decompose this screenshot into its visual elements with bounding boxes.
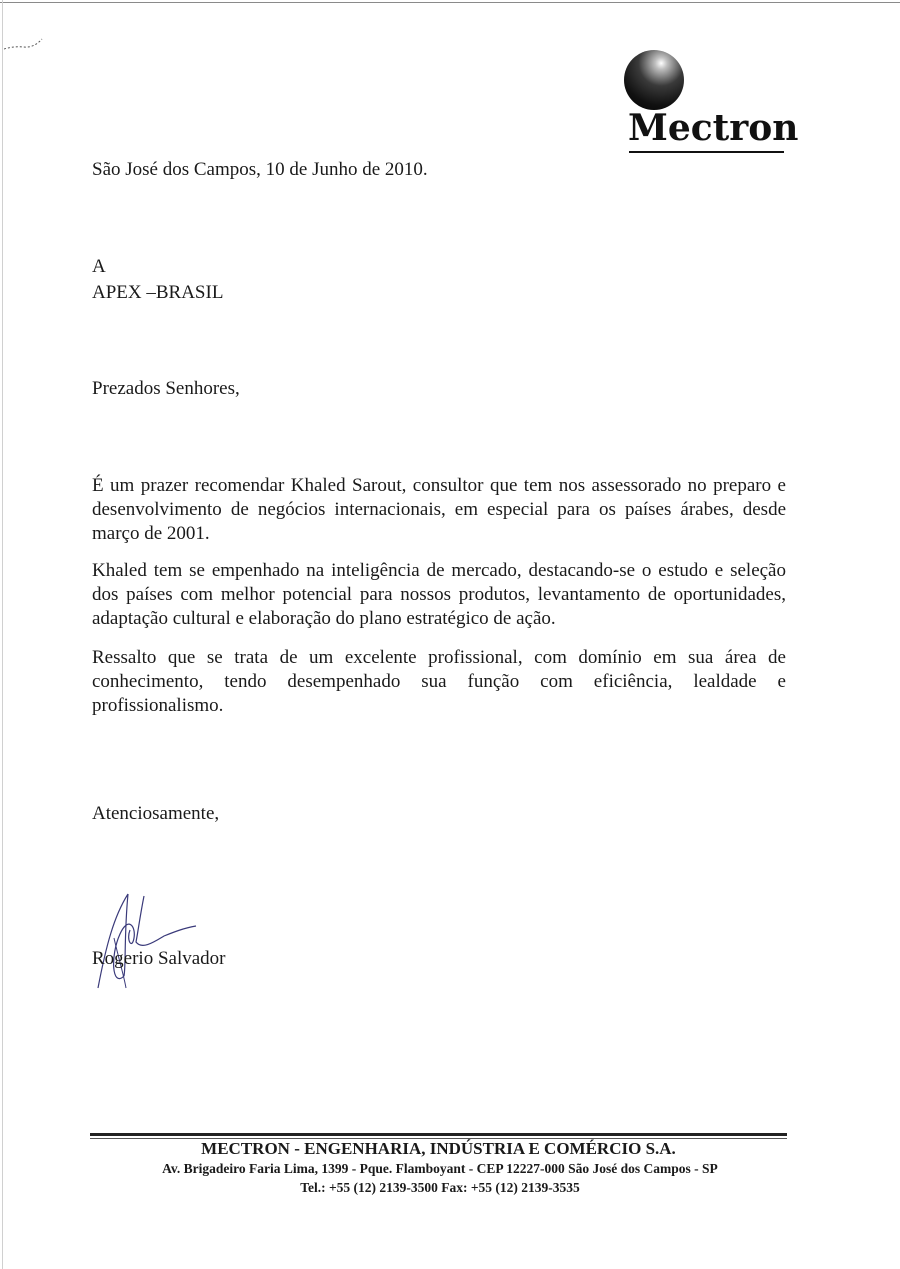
footer-phone: Tel.: +55 (12) 2139-3500 Fax: +55 (12) 2139-3535 [300, 1180, 580, 1195]
footer-rule [90, 1133, 787, 1136]
logo-wordmark: Mectron [628, 107, 799, 149]
scan-edge-top [0, 2, 900, 3]
mectron-logo [624, 50, 799, 160]
salutation: Prezados Senhores, [92, 378, 240, 399]
body-paragraph-1: É um prazer recomendar Khaled Sarout, consultor que tem nos assessorado no preparo e desenvolvimento de negócios internacionais, em especial para os países árabes, desde março de 2001. [92, 475, 786, 544]
signer-name: Rogerio Salvador [92, 948, 226, 969]
recipient-line-2: APEX –BRASIL [92, 282, 224, 303]
handwritten-signature [84, 876, 224, 996]
recipient-line-1: A [92, 256, 106, 277]
scan-edge-left [2, 0, 3, 1269]
date-line: São José dos Campos, 10 de Junho de 2010. [92, 159, 428, 180]
body-paragraph-3: Ressalto que se trata de um excelente profissional, com domínio em sua área de conhecimento, tendo desempenhado sua função com eficiência, lealdade e profissionalismo. [92, 647, 786, 716]
closing: Atenciosamente, [92, 803, 220, 824]
logo-underline [629, 151, 784, 153]
logo-sphere-icon [624, 50, 684, 110]
footer-company: MECTRON - ENGENHARIA, INDÚSTRIA E COMÉRCIO S.A. [201, 1139, 676, 1158]
body-paragraph-2: Khaled tem se empenhado na inteligência de mercado, destacando-se o estudo e seleção dos países com melhor potencial para nossos produtos, levantamento de oportunidades, adaptação cultural e elaboração do plano estratégico de ação. [92, 560, 786, 629]
scan-mark [4, 38, 44, 52]
footer-address: Av. Brigadeiro Faria Lima, 1399 - Pque. Flamboyant - CEP 12227-000 São José dos Campos - SP [162, 1161, 718, 1176]
